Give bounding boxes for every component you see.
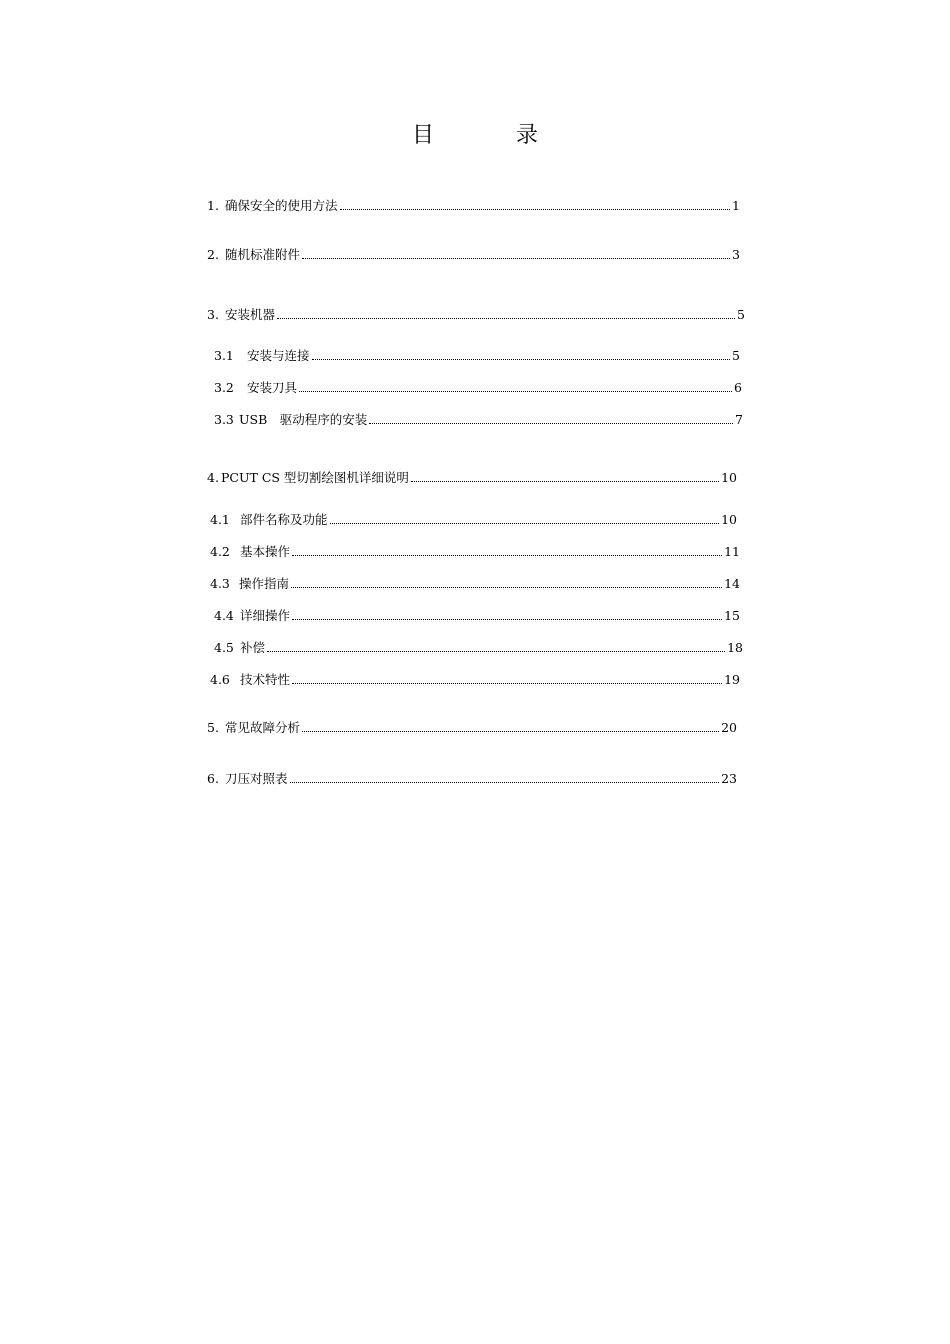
- toc-entry-page: 23: [721, 771, 737, 786]
- toc-entry-page: 11: [724, 544, 740, 559]
- toc-leader-dots: [292, 619, 722, 620]
- toc-leader-dots: [267, 651, 725, 652]
- toc-entry-number: 1.: [207, 198, 219, 213]
- toc-entry-label: 常见故障分析: [225, 720, 301, 735]
- toc-entry-number: 4.5: [214, 640, 234, 655]
- toc-entry-page: 15: [724, 608, 740, 623]
- toc-entry[interactable]: [210, 510, 737, 530]
- toc-leader-dots: [369, 423, 733, 424]
- toc-entry-page: 19: [724, 672, 740, 687]
- toc-entry-page: 7: [735, 412, 743, 427]
- toc-entry-label: 补偿: [240, 640, 266, 655]
- toc-entry-label: 基本操作: [240, 544, 291, 559]
- toc-entry-label: USB 驱动程序的安装: [239, 412, 368, 427]
- toc-leader-dots: [411, 481, 719, 482]
- toc-entry-page: 5: [737, 307, 745, 322]
- toc-entry-number: 6.: [207, 771, 219, 786]
- toc-entry-number: 4.: [207, 470, 219, 485]
- toc-entry-number: 5.: [207, 720, 219, 735]
- toc-entry-number: 4.6: [210, 672, 230, 687]
- toc-leader-dots: [302, 731, 719, 732]
- toc-entry-page: 20: [721, 720, 737, 735]
- toc-entry-number: 2.: [207, 247, 219, 262]
- toc-entry-number: 3.1: [214, 348, 234, 363]
- toc-entry-number: 4.1: [210, 512, 230, 527]
- toc-entry-label: 技术特性: [240, 672, 291, 687]
- toc-entry-page: 6: [734, 380, 742, 395]
- toc-entry-label: 部件名称及功能: [240, 512, 328, 527]
- toc-entry-page: 1: [732, 198, 740, 213]
- toc-entry-label: 确保安全的使用方法: [225, 198, 338, 213]
- toc-entry-label: 安装机器: [225, 307, 276, 322]
- toc-entry[interactable]: [214, 410, 743, 430]
- page-title: 目 录: [411, 123, 568, 148]
- toc-entry-label: 刀压对照表: [225, 771, 288, 786]
- toc-entry[interactable]: [207, 196, 740, 216]
- toc-entry-label: 安装与连接: [247, 348, 310, 363]
- toc-entry[interactable]: [207, 305, 745, 325]
- toc-entry-label: PCUT CS 型切割绘图机详细说明: [221, 470, 409, 485]
- toc-entry[interactable]: [207, 245, 740, 265]
- toc-entry-number: 4.4: [214, 608, 234, 623]
- toc-entry-label: 操作指南: [239, 576, 290, 591]
- toc-leader-dots: [291, 587, 722, 588]
- toc-entry[interactable]: [214, 378, 742, 398]
- toc-entry-label: 详细操作: [240, 608, 291, 623]
- toc-leader-dots: [312, 359, 731, 360]
- toc-leader-dots: [290, 782, 720, 783]
- toc-entry-page: 14: [724, 576, 740, 591]
- toc-entry[interactable]: [210, 574, 740, 594]
- toc-entry[interactable]: [210, 670, 740, 690]
- toc-leader-dots: [340, 209, 731, 210]
- toc-leader-dots: [299, 391, 732, 392]
- toc-leader-dots: [277, 318, 735, 319]
- toc-entry[interactable]: [214, 346, 740, 366]
- toc-entry-number: 4.2: [210, 544, 230, 559]
- toc-entry-number: 3.2: [214, 380, 234, 395]
- toc-entry-number: 4.3: [210, 576, 230, 591]
- toc-entry-label: 随机标准附件: [225, 247, 301, 262]
- toc-leader-dots: [330, 523, 720, 524]
- toc-leader-dots: [292, 555, 722, 556]
- toc-entry-label: 安装刀具: [247, 380, 298, 395]
- toc-entry-number: 3.: [207, 307, 219, 322]
- toc-entry-page: 5: [732, 348, 740, 363]
- toc-entry-number: 3.3: [214, 412, 234, 427]
- toc-entry[interactable]: [207, 718, 737, 738]
- toc-entry[interactable]: [207, 468, 737, 488]
- toc-leader-dots: [292, 683, 722, 684]
- toc-entry[interactable]: [210, 542, 740, 562]
- toc-entry-page: 10: [721, 470, 737, 485]
- toc-entry-page: 18: [727, 640, 743, 655]
- toc-entry[interactable]: [214, 606, 740, 626]
- toc-entry[interactable]: [207, 769, 737, 789]
- toc-entry-page: 10: [721, 512, 737, 527]
- toc-entry-page: 3: [732, 247, 740, 262]
- toc-leader-dots: [302, 258, 730, 259]
- toc-entry[interactable]: [214, 638, 743, 658]
